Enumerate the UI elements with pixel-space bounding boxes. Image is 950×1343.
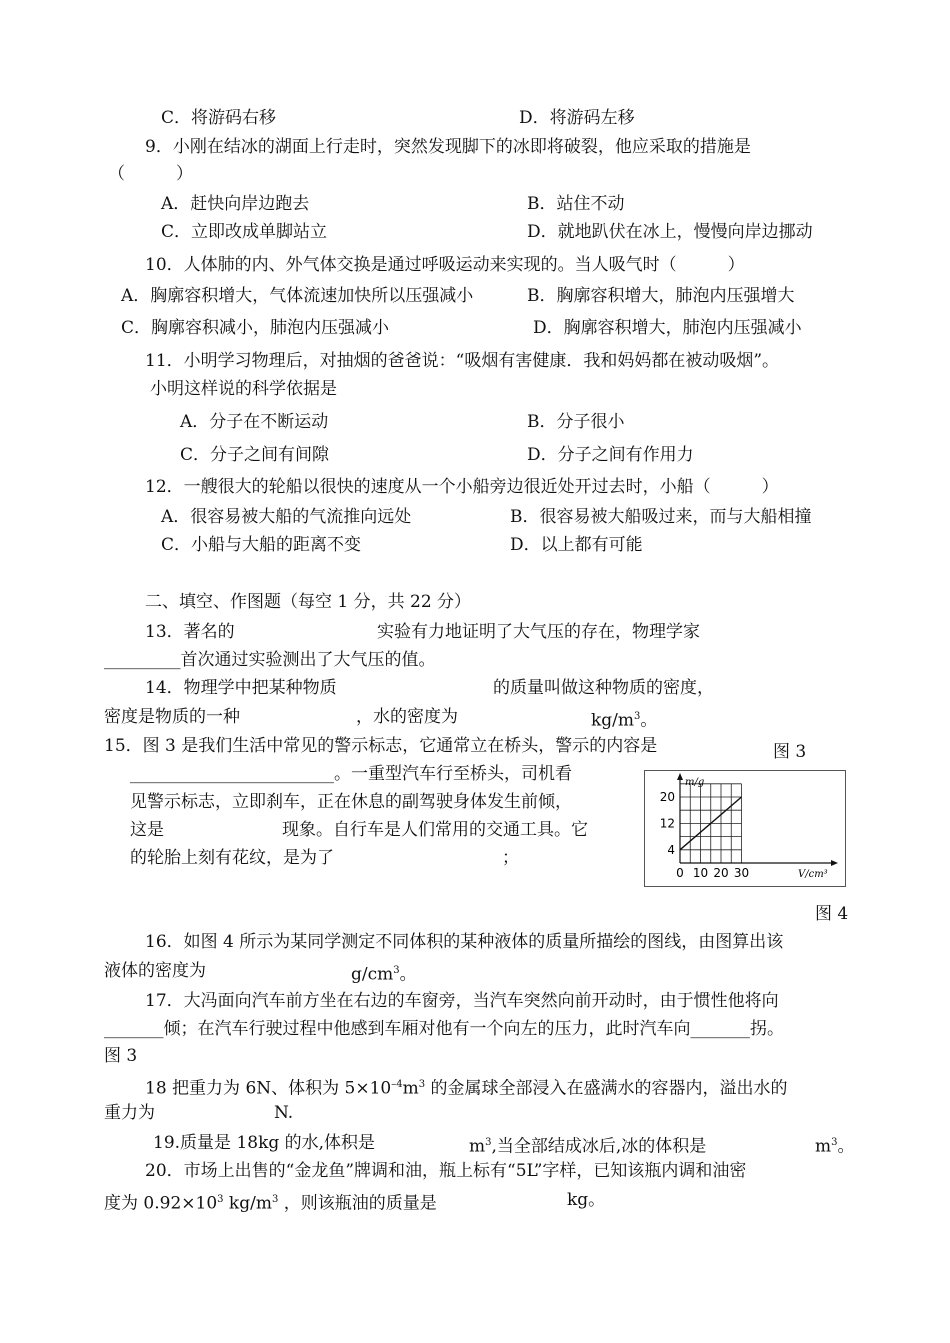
q16-text-a: 16．如图 4 所示为某同学测定不同体积的某种液体的质量所描绘的图线，由图算出该 [145,932,784,952]
q15-text-e: 现象。自行车是人们常用的交通工具。它 [282,820,588,840]
q11-stem: 11．小明学习物理后，对抽烟的爸爸说：“吸烟有害健康．我和妈妈都在被动吸烟”。 [145,351,780,371]
q15-text-g: ； [502,848,519,868]
q15-text-f: 的轮胎上刻有花纹，是为了 [130,848,334,868]
q19-text-a: 19.质量是 18kg 的水,体积是 [153,1133,376,1153]
q12-option-a: A．很容易被大船的气流推向远处 [161,507,412,527]
q17-text-a: 17．大冯面向汽车前方坐在右边的车窗旁，当汽车突然向前开动时，由于惯性他将向 [145,991,779,1011]
y-tick-label: 20 [659,790,675,804]
q13-text-a: 13．著名的 [145,622,235,642]
q11-option-a: A．分子在不断运动 [180,412,329,432]
y-axis-label: m/g [685,777,705,788]
mass-volume-chart [645,771,845,886]
q10-option-c: C．胸廓容积减小，肺泡内压强减小 [121,318,390,338]
q17-fig-ref: 图 3 [104,1046,138,1066]
q16-text-b: 液体的密度为 [104,961,206,981]
q9-answer-paren: （ ） [108,164,193,184]
q20-text-a: 20．市场上出售的“金龙鱼”牌调和油，瓶上标有“5L”字样，已知该瓶内调和油密 [145,1161,747,1181]
q16-unit: $g/cm^3$。 [351,964,417,985]
q11-option-c: C．分子之间有间隙 [180,445,330,465]
q19-text-c: $m^3$。 [815,1136,855,1157]
q11-stem-continued: 小明这样说的科学依据是 [150,379,337,399]
q14-text-d: ，水的密度为 [356,707,458,727]
q12-option-c: C．小船与大船的距离不变 [161,535,362,555]
q11-option-b: B．分子很小 [527,412,625,432]
q10-option-a: A．胸廓容积增大，气体流速加快所以压强减小 [121,286,474,306]
q10-option-d: D．胸廓容积增大，肺泡内压强减小 [533,318,802,338]
q15-text-d: 这是 [130,820,164,840]
q14-unit: $kg/m^3$。 [591,710,658,731]
q18-unit: N. [274,1103,294,1123]
x-tick-label: 30 [733,866,750,880]
q14-text-c: 密度是物质的一种 [104,707,240,727]
q10-stem: 10．人体肺的内、外气体交换是通过呼吸运动来实现的。当人吸气时（ ） [145,255,745,275]
q15-text-c: 见警示标志，立即刹车，正在休息的副驾驶身体发生前倾， [130,792,572,812]
q8-option-c: C．将游码右移 [161,108,277,128]
q15-text-b: ________________________。一重型汽车行至桥头，司机看 [130,764,572,784]
x-axis-arrow [831,860,838,866]
q14-text-a: 14．物理学中把某种物质 [145,678,337,698]
q12-option-d: D．以上都有可能 [510,535,643,555]
q17-text-b: _______倾；在汽车行驶过程中他感到车厢对他有一个向左的压力，此时汽车向_______拐。 [104,1019,784,1039]
x-tick-label: 0 [676,866,684,880]
y-tick-label: 12 [659,816,675,831]
q10-option-b: B．胸廓容积增大，肺泡内压强增大 [527,286,795,306]
q9-option-c: C．立即改成单脚站立 [161,222,328,242]
q9-stem: 9．小刚在结冰的湖面上行走时，突然发现脚下的冰即将破裂，他应采取的措施是 [145,137,751,157]
x-tick-label: 10 [692,866,709,880]
q12-option-b: B．很容易被大船吸过来，而与大船相撞 [510,507,812,527]
q13-text-c: _________首次通过实验测出了大气压的值。 [104,650,436,670]
q12-stem: 12．一艘很大的轮船以很快的速度从一个小船旁边很近处开过去时，小船（ ） [145,477,779,497]
q9-option-d: D．就地趴伏在冰上，慢慢向岸边挪动 [527,222,813,242]
section-2-heading: 二、填空、作图题（每空 1 分，共 22 分） [145,592,472,612]
q20-unit: kg。 [567,1190,606,1210]
q14-text-b: 的质量叫做这种物质的密度， [493,678,714,698]
q15-text-a: 15．图 3 是我们生活中常见的警示标志，它通常立在桥头，警示的内容是 [104,736,658,756]
fig4-caption: 图 4 [815,904,849,924]
q20-text-b: 度为 $0.92\times 10^3$ $kg/m^3$ ，则该瓶油的质量是 [104,1193,437,1214]
q9-option-b: B．站住不动 [527,194,625,214]
q11-option-d: D．分子之间有作用力 [527,445,694,465]
x-tick-label: 20 [713,866,729,880]
q8-option-d: D．将游码左移 [519,108,635,128]
q19-text-b: $m^3$,当全部结成冰后,冰的体积是 [469,1136,707,1157]
q9-option-a: A．赶快向岸边跑去 [161,194,310,214]
figure-4-graph [644,770,846,887]
q13-text-b: 实验有力地证明了大气压的存在，物理学家 [377,622,700,642]
y-tick-label: 4 [667,842,675,857]
y-axis-arrow [677,773,683,780]
q18-text-b: 重力为 [104,1103,155,1123]
q18-text-a: 18 把重力为 6N、体积为 $5\times 10^{-4}m^3$ 的金属球全部浸入在盛满水的容器内，溢出水的 [145,1078,788,1099]
fig3-caption: 图 3 [773,742,807,762]
x-axis-label: V/cm³ [798,869,828,880]
